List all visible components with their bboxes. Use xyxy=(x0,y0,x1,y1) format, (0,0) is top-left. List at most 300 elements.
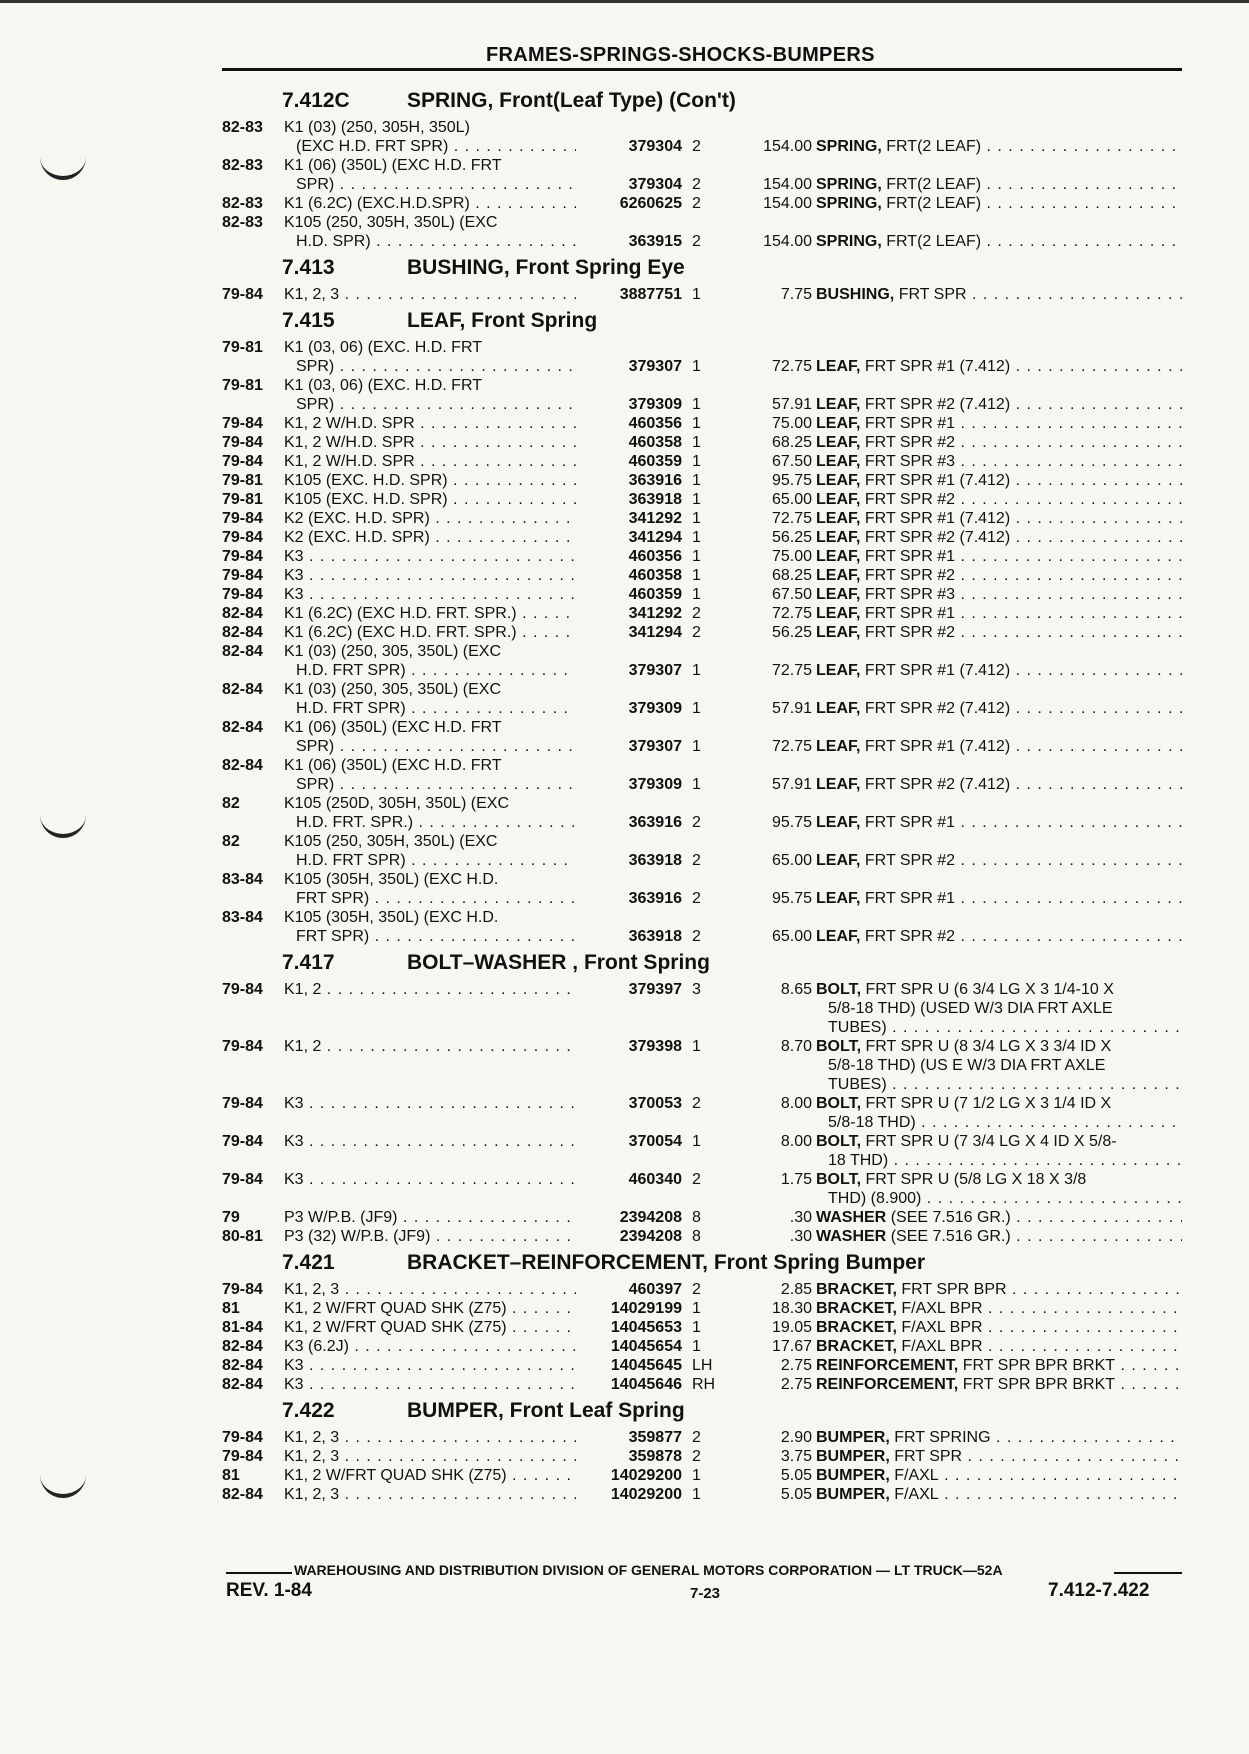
price: 65.00 xyxy=(771,491,812,508)
part-name-line xyxy=(816,1375,1182,1394)
part-row xyxy=(222,1428,1182,1447)
model-years: 82-84 xyxy=(222,719,263,736)
part-name-detail: FRT SPR xyxy=(894,1448,963,1465)
price: 8.00 xyxy=(780,1133,812,1150)
part-name-keyword: LEAF, xyxy=(816,491,861,508)
application-description xyxy=(284,471,576,490)
description-line: K1 (06) (350L) (EXC H.D. FRT xyxy=(284,157,502,174)
description-line: K1 (06) (350L) (EXC H.D. FRT xyxy=(284,719,502,736)
quantity: 1 xyxy=(692,548,701,565)
model-years: 79-84 xyxy=(222,1429,263,1446)
part-row xyxy=(222,642,1182,680)
application-description xyxy=(284,1094,576,1113)
description-line: K3 . . . xyxy=(284,585,576,604)
quantity: 2 xyxy=(692,890,701,907)
quantity: 2 xyxy=(692,1429,701,1446)
part-name xyxy=(816,1318,1182,1337)
section-title xyxy=(222,84,1182,118)
part-row xyxy=(222,980,1182,1037)
description-line: K3 . . . xyxy=(284,1094,576,1113)
model-years: 82-83 xyxy=(222,195,263,212)
part-name-keyword: LEAF, xyxy=(816,890,861,907)
catalog-section xyxy=(222,1246,1182,1394)
price: 8.70 xyxy=(780,1038,812,1055)
description-line: SPR) . . . xyxy=(284,175,576,194)
part-name-keyword: WASHER xyxy=(816,1228,887,1245)
part-row xyxy=(222,414,1182,433)
price: 7.75 xyxy=(780,286,812,303)
part-number: 363915 xyxy=(628,233,682,250)
part-name-detail: FRT SPR #1 (7.412) xyxy=(864,662,1011,679)
part-row xyxy=(222,1208,1182,1227)
part-number: 460397 xyxy=(628,1281,682,1298)
description-line: K1 (03) (250, 305, 350L) (EXC xyxy=(284,643,502,660)
part-name-detail: FRT SPR #1 xyxy=(864,890,956,907)
part-number: 460358 xyxy=(628,567,682,584)
part-name xyxy=(816,980,1182,1037)
footer-rule-left xyxy=(226,1572,292,1574)
part-name xyxy=(816,414,1182,433)
application-description xyxy=(284,414,576,433)
price: 65.00 xyxy=(771,852,812,869)
part-name-detail: F/AXL BPR xyxy=(901,1319,983,1336)
application-description xyxy=(284,980,576,999)
part-name-detail: FRT SPR #1 xyxy=(864,548,956,565)
part-name-detail: FRT SPR #1 xyxy=(864,814,956,831)
part-row xyxy=(222,1447,1182,1466)
part-name-keyword: BUMPER, xyxy=(816,1448,890,1465)
part-name-keyword: BUMPER, xyxy=(816,1486,890,1503)
description-line: K1, 2 W/H.D. SPR . . . xyxy=(284,452,576,471)
part-name xyxy=(816,452,1182,471)
part-name-detail: FRT SPR #1 xyxy=(864,605,956,622)
part-name-line xyxy=(816,1280,1182,1299)
part-name-line xyxy=(816,1170,1182,1189)
price: 72.75 xyxy=(771,738,812,755)
part-number: 363916 xyxy=(628,472,682,489)
application-description xyxy=(284,1299,576,1318)
part-name-line xyxy=(816,1428,1182,1447)
part-name-line xyxy=(816,1037,1182,1056)
part-name-line xyxy=(816,1094,1182,1113)
description-line: K3 . . . xyxy=(284,1132,576,1151)
model-years: 79-84 xyxy=(222,1281,263,1298)
application-description xyxy=(284,642,576,680)
model-years: 79-81 xyxy=(222,339,263,356)
part-number: 460356 xyxy=(628,548,682,565)
catalog-section xyxy=(222,304,1182,946)
price: 154.00 xyxy=(763,233,812,250)
price: 2.75 xyxy=(780,1376,812,1393)
part-name xyxy=(816,927,1182,946)
part-name-detail: FRT SPR #2 xyxy=(864,491,956,508)
part-number: 14045653 xyxy=(610,1319,682,1336)
price: 2.90 xyxy=(780,1429,812,1446)
price: 154.00 xyxy=(763,176,812,193)
part-name-detail: FRT SPR #3 xyxy=(864,453,956,470)
application-description xyxy=(284,452,576,471)
part-name-detail: F/AXL xyxy=(894,1486,939,1503)
part-number: 363916 xyxy=(628,890,682,907)
model-years: 79-84 xyxy=(222,510,263,527)
application-description xyxy=(284,623,576,642)
part-number: 14029199 xyxy=(610,1300,682,1317)
part-number: 363918 xyxy=(628,491,682,508)
part-name-keyword: LEAF, xyxy=(816,586,861,603)
application-description xyxy=(284,118,576,156)
quantity: 2 xyxy=(692,1171,701,1188)
description-line: K1 (03) (250, 305H, 350L) xyxy=(284,119,470,136)
quantity: 1 xyxy=(692,586,701,603)
description-line: K105 (305H, 350L) (EXC H.D. xyxy=(284,871,499,888)
description-line: K1, 2 W/FRT QUAD SHK (Z75) . . . xyxy=(284,1318,576,1337)
part-number: 363916 xyxy=(628,814,682,831)
part-name-keyword: BOLT, xyxy=(816,1133,862,1150)
model-years: 82-84 xyxy=(222,605,263,622)
part-name-keyword: LEAF, xyxy=(816,700,861,717)
part-name-line: TUBES) . . . xyxy=(816,1075,1182,1094)
description-line: K1, 2 W/FRT QUAD SHK (Z75) . . . xyxy=(284,1466,576,1485)
description-line: H.D. FRT SPR) . . . xyxy=(284,661,576,680)
description-line: SPR) . . . xyxy=(284,737,576,756)
quantity: 2 xyxy=(692,1281,701,1298)
part-number: 379309 xyxy=(628,396,682,413)
price: 18.30 xyxy=(771,1300,812,1317)
part-number: 363918 xyxy=(628,928,682,945)
application-description xyxy=(284,528,576,547)
application-description xyxy=(284,338,576,376)
part-name xyxy=(816,471,1182,490)
section-number: 7.413 xyxy=(282,256,335,279)
price: 72.75 xyxy=(771,605,812,622)
model-years: 82-84 xyxy=(222,1376,263,1393)
part-name xyxy=(816,775,1182,794)
application-description xyxy=(284,547,576,566)
model-years: 79-84 xyxy=(222,567,263,584)
price: 95.75 xyxy=(771,814,812,831)
application-description xyxy=(284,433,576,452)
quantity: 1 xyxy=(692,776,701,793)
part-name-detail: FRT(2 LEAF) xyxy=(886,138,982,155)
part-name xyxy=(816,585,1182,604)
description-line: SPR) . . . xyxy=(284,357,576,376)
part-number: 341294 xyxy=(628,624,682,641)
part-number: 2394208 xyxy=(619,1209,682,1226)
application-description xyxy=(284,604,576,623)
quantity: 2 xyxy=(692,814,701,831)
part-name-line xyxy=(816,927,1182,946)
part-name xyxy=(816,175,1182,194)
part-number: 359878 xyxy=(628,1448,682,1465)
part-name-line xyxy=(816,775,1182,794)
model-years: 79-84 xyxy=(222,981,263,998)
description-line: K105 (250, 305H, 350L) (EXC xyxy=(284,214,498,231)
part-name-detail: FRT SPR #1 (7.412) xyxy=(864,472,1011,489)
application-description xyxy=(284,490,576,509)
part-name xyxy=(816,137,1182,156)
part-row xyxy=(222,509,1182,528)
application-description xyxy=(284,680,576,718)
part-row xyxy=(222,547,1182,566)
quantity: 1 xyxy=(692,415,701,432)
quantity: 2 xyxy=(692,195,701,212)
description-line: K2 (EXC. H.D. SPR) . . . xyxy=(284,509,576,528)
part-row xyxy=(222,585,1182,604)
part-name-line xyxy=(816,452,1182,471)
part-number: 14029200 xyxy=(610,1486,682,1503)
part-name-detail: FRT SPR U (7 1/2 LG X 3 1/4 ID X xyxy=(865,1095,1112,1112)
model-years: 81 xyxy=(222,1467,240,1484)
part-number: 460356 xyxy=(628,415,682,432)
part-name-detail: FRT SPR #2 (7.412) xyxy=(864,529,1011,546)
model-years: 82-84 xyxy=(222,624,263,641)
part-name-detail: FRT SPR U (6 3/4 LG X 3 1/4-10 X xyxy=(865,981,1114,998)
part-row xyxy=(222,718,1182,756)
part-name-keyword: BOLT, xyxy=(816,1171,862,1188)
model-years: 82-83 xyxy=(222,157,263,174)
part-name-detail: (SEE 7.516 GR.) xyxy=(890,1228,1011,1245)
part-row xyxy=(222,118,1182,156)
part-name-keyword: LEAF, xyxy=(816,472,861,489)
part-row xyxy=(222,680,1182,718)
model-years: 79-84 xyxy=(222,1038,263,1055)
part-name-line xyxy=(816,1208,1182,1227)
part-number: 379304 xyxy=(628,138,682,155)
part-row xyxy=(222,471,1182,490)
part-name-detail: FRT SPR #2 xyxy=(864,928,956,945)
description-line: K3 . . . xyxy=(284,1170,576,1189)
price: 56.25 xyxy=(771,624,812,641)
part-name-line xyxy=(816,1466,1182,1485)
description-line: K105 (250D, 305H, 350L) (EXC xyxy=(284,795,510,812)
price: 72.75 xyxy=(771,358,812,375)
quantity: 8 xyxy=(692,1209,701,1226)
part-number: 379309 xyxy=(628,776,682,793)
part-name-line xyxy=(816,490,1182,509)
price: .30 xyxy=(789,1209,812,1226)
part-number: 14045654 xyxy=(610,1338,682,1355)
part-number: 3887751 xyxy=(619,286,682,303)
part-number: 460340 xyxy=(628,1171,682,1188)
binder-hole-mark xyxy=(40,808,86,838)
application-description xyxy=(284,832,576,870)
part-number: 14045645 xyxy=(610,1357,682,1374)
application-description xyxy=(284,213,576,251)
part-name-keyword: LEAF, xyxy=(816,358,861,375)
price: 1.75 xyxy=(780,1171,812,1188)
section-number: 7.417 xyxy=(282,951,335,974)
application-description xyxy=(284,156,576,194)
model-years: 82 xyxy=(222,833,240,850)
part-name-detail: FRT SPR BPR BRKT xyxy=(962,1376,1116,1393)
section-number: 7.412C xyxy=(282,89,350,112)
description-line: K105 (250, 305H, 350L) (EXC xyxy=(284,833,498,850)
part-row xyxy=(222,604,1182,623)
section-number: 7.415 xyxy=(282,309,335,332)
part-name-keyword: LEAF, xyxy=(816,662,861,679)
model-years: 79 xyxy=(222,1209,240,1226)
part-name-line xyxy=(816,1337,1182,1356)
price: 72.75 xyxy=(771,662,812,679)
part-row xyxy=(222,870,1182,908)
model-years: 82-84 xyxy=(222,681,263,698)
model-years: 82-84 xyxy=(222,757,263,774)
part-name xyxy=(816,1485,1182,1504)
quantity: 1 xyxy=(692,510,701,527)
part-name-line xyxy=(816,395,1182,414)
description-line: FRT SPR) . . . xyxy=(284,927,576,946)
description-line: K1 (06) (350L) (EXC H.D. FRT xyxy=(284,757,502,774)
application-description xyxy=(284,285,576,304)
part-row xyxy=(222,1170,1182,1208)
model-years: 82-83 xyxy=(222,119,263,136)
description-line: H.D. FRT. SPR.) . . . xyxy=(284,813,576,832)
model-years: 79-84 xyxy=(222,529,263,546)
part-name-line xyxy=(816,1356,1182,1375)
part-name-line xyxy=(816,194,1182,213)
section-name: BOLT–WASHER , Front Spring xyxy=(407,951,710,974)
part-name xyxy=(816,813,1182,832)
part-name-line: TUBES) . . . xyxy=(816,1018,1182,1037)
quantity: 1 xyxy=(692,700,701,717)
part-name-keyword: SPRING, xyxy=(816,176,882,193)
part-name xyxy=(816,1375,1182,1394)
part-name-detail: FRT(2 LEAF) xyxy=(886,195,982,212)
part-name-keyword: LEAF, xyxy=(816,605,861,622)
part-name xyxy=(816,1037,1182,1094)
part-number: 363918 xyxy=(628,852,682,869)
part-row xyxy=(222,1132,1182,1170)
part-row xyxy=(222,1356,1182,1375)
part-name-keyword: LEAF, xyxy=(816,814,861,831)
price: 75.00 xyxy=(771,415,812,432)
part-row xyxy=(222,194,1182,213)
part-name-detail: FRT SPR BPR xyxy=(901,1281,1007,1298)
description-line: H.D. FRT SPR) . . . xyxy=(284,851,576,870)
price: 57.91 xyxy=(771,776,812,793)
part-name-line xyxy=(816,433,1182,452)
quantity: LH xyxy=(692,1357,713,1374)
part-name xyxy=(816,1337,1182,1356)
part-name-keyword: BUSHING, xyxy=(816,286,895,303)
part-name xyxy=(816,1132,1182,1170)
part-name-line xyxy=(816,357,1182,376)
part-name-line xyxy=(816,813,1182,832)
application-description xyxy=(284,509,576,528)
part-name-keyword: LEAF, xyxy=(816,548,861,565)
part-name-detail: FRT SPR #2 (7.412) xyxy=(864,700,1011,717)
part-name-line xyxy=(816,1227,1182,1246)
part-row xyxy=(222,528,1182,547)
application-description xyxy=(284,1337,576,1356)
part-name-keyword: WASHER xyxy=(816,1209,887,1226)
part-name-detail: FRT SPR U (8 3/4 LG X 3 3/4 ID X xyxy=(865,1038,1112,1055)
model-years: 79-84 xyxy=(222,1448,263,1465)
part-name xyxy=(816,357,1182,376)
part-number: 379307 xyxy=(628,358,682,375)
model-years: 79-81 xyxy=(222,491,263,508)
part-name-detail: (SEE 7.516 GR.) xyxy=(890,1209,1011,1226)
part-name-keyword: LEAF, xyxy=(816,776,861,793)
section-title xyxy=(222,946,1182,980)
part-name-keyword: BOLT, xyxy=(816,1095,862,1112)
part-row xyxy=(222,832,1182,870)
part-name-line xyxy=(816,737,1182,756)
application-description xyxy=(284,1485,576,1504)
part-name-detail: F/AXL xyxy=(894,1467,939,1484)
description-line: K1, 2, 3 . . . xyxy=(284,1428,576,1447)
page-header: FRAMES-SPRINGS-SHOCKS-BUMPERS xyxy=(486,44,875,66)
quantity: RH xyxy=(692,1376,716,1393)
price: 2.75 xyxy=(780,1357,812,1374)
model-years: 83-84 xyxy=(222,909,263,926)
description-line: K1, 2, 3 . . . xyxy=(284,285,576,304)
model-years: 79-84 xyxy=(222,548,263,565)
part-name xyxy=(816,285,1182,304)
part-name-detail: FRT SPR U (5/8 LG X 18 X 3/8 xyxy=(865,1171,1087,1188)
part-number: 379307 xyxy=(628,738,682,755)
description-line: K1 (03, 06) (EXC. H.D. FRT xyxy=(284,339,482,356)
application-description xyxy=(284,585,576,604)
price: 5.05 xyxy=(780,1486,812,1503)
part-name-line: 5/8-18 THD) (USED W/3 DIA FRT AXLE xyxy=(828,1000,1113,1017)
part-name-detail: FRT SPR #2 xyxy=(864,434,956,451)
part-row xyxy=(222,1280,1182,1299)
description-line: P3 W/P.B. (JF9) . . . xyxy=(284,1208,576,1227)
part-row xyxy=(222,1337,1182,1356)
description-line: K105 (EXC. H.D. SPR) . . . xyxy=(284,471,576,490)
description-line: P3 (32) W/P.B. (JF9) . . . xyxy=(284,1227,576,1246)
top-border xyxy=(0,0,1249,3)
price: 68.25 xyxy=(771,567,812,584)
price: 17.67 xyxy=(771,1338,812,1355)
section-name: BUSHING, Front Spring Eye xyxy=(407,256,685,279)
part-name-detail: FRT SPR xyxy=(898,286,967,303)
quantity: 8 xyxy=(692,1228,701,1245)
part-name xyxy=(816,1356,1182,1375)
price: 154.00 xyxy=(763,138,812,155)
quantity: 1 xyxy=(692,1038,701,1055)
binder-hole-mark xyxy=(40,1468,86,1498)
part-number: 370053 xyxy=(628,1095,682,1112)
quantity: 1 xyxy=(692,396,701,413)
quantity: 1 xyxy=(692,453,701,470)
part-name-keyword: SPRING, xyxy=(816,195,882,212)
section-title xyxy=(222,1246,1182,1280)
quantity: 1 xyxy=(692,472,701,489)
description-line: K1, 2, 3 . . . xyxy=(284,1280,576,1299)
part-name-keyword: LEAF, xyxy=(816,567,861,584)
model-years: 79-84 xyxy=(222,453,263,470)
price: 72.75 xyxy=(771,510,812,527)
footer-division: WAREHOUSING AND DISTRIBUTION DIVISION OF GENERAL MOTORS CORPORATION — LT TRUCK—52A xyxy=(294,1562,1003,1578)
part-name-line xyxy=(816,471,1182,490)
part-name-line xyxy=(816,1299,1182,1318)
part-row xyxy=(222,452,1182,471)
part-row xyxy=(222,1485,1182,1504)
description-line: K3 . . . xyxy=(284,547,576,566)
description-line: K1, 2, 3 . . . xyxy=(284,1485,576,1504)
footer-rule-right xyxy=(1114,1572,1182,1574)
part-row xyxy=(222,213,1182,251)
part-name-keyword: SPRING, xyxy=(816,233,882,250)
part-name xyxy=(816,1428,1182,1447)
part-name-keyword: BUMPER, xyxy=(816,1467,890,1484)
part-name-line xyxy=(816,175,1182,194)
part-name-detail: FRT SPR BPR BRKT xyxy=(962,1357,1116,1374)
application-description xyxy=(284,756,576,794)
part-name-line xyxy=(816,661,1182,680)
